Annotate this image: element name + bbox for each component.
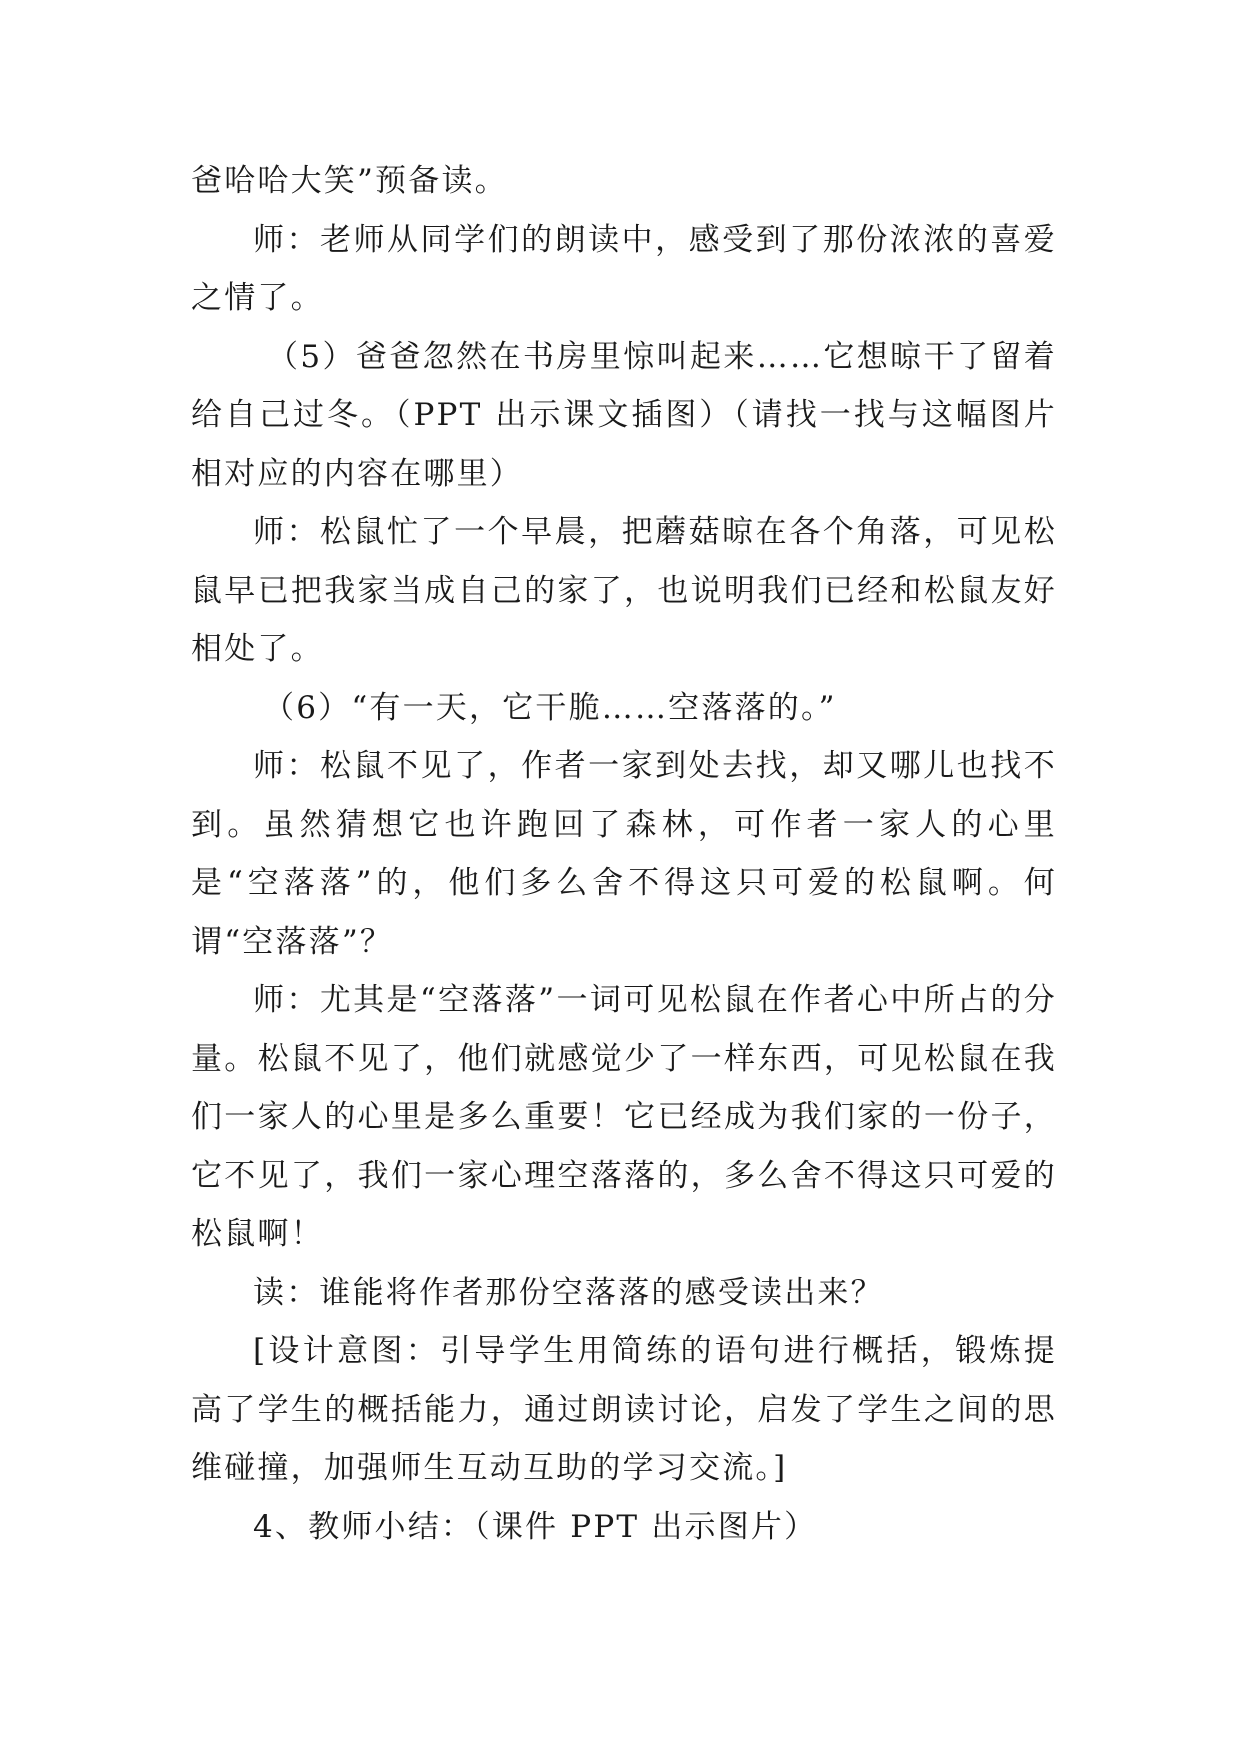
paragraph-section-5: （5）爸爸忽然在书房里惊叫起来……它想晾干了留着给自己过冬。（PPT 出示课文插图）（请找一找与这幅图片相对应的内容在哪里） — [191, 338, 1057, 492]
paragraph-teacher-remark-2: 师：松鼠忙了一个早晨，把蘑菇晾在各个角落，可见松鼠早已把我家当成自己的家了，也说明我们已经和松鼠友好相处了。 — [191, 514, 1057, 667]
paragraph-teacher-remark-4: 师：尤其是“空落落”一词可见松鼠在作者心中所占的分量。松鼠不见了，他们就感觉少了一样东西，可见松鼠在我们一家人的心里是多么重要！它已经成为我们家的一份子，它不见了，我们一家心理空落落的，多么舍不得这只可爱的松鼠啊！ — [191, 982, 1057, 1252]
paragraph-teacher-remark-1: 师：老师从同学们的朗读中，感受到了那份浓浓的喜爱之情了。 — [191, 221, 1057, 316]
paragraph-reading-task: 读：谁能将作者那份空落落的感受读出来？ — [253, 1274, 884, 1311]
paragraph-design-intent: [设计意图：引导学生用简练的语句进行概括，锻炼提高了学生的概括能力，通过朗读讨论，启发了学生之间的思维碰撞，加强师生互动互助的学习交流。] — [191, 1333, 1057, 1486]
document-body — [191, 152, 1057, 1556]
paragraph-teacher-summary: 4、教师小结：（课件 PPT 出示图片） — [253, 1508, 818, 1545]
paragraph-section-6: （6）“有一天，它干脆……空落落的。” — [263, 689, 837, 726]
paragraph-continuation: 爸哈哈大笑”预备读。 — [191, 163, 508, 199]
paragraph-teacher-remark-3: 师：松鼠不见了，作者一家到处去找，却又哪儿也找不到。虽然猜想它也许跑回了森林，可作者一家人的心里是“空落落”的，他们多么舍不得这只可爱的松鼠啊。何谓“空落落”？ — [191, 748, 1057, 960]
